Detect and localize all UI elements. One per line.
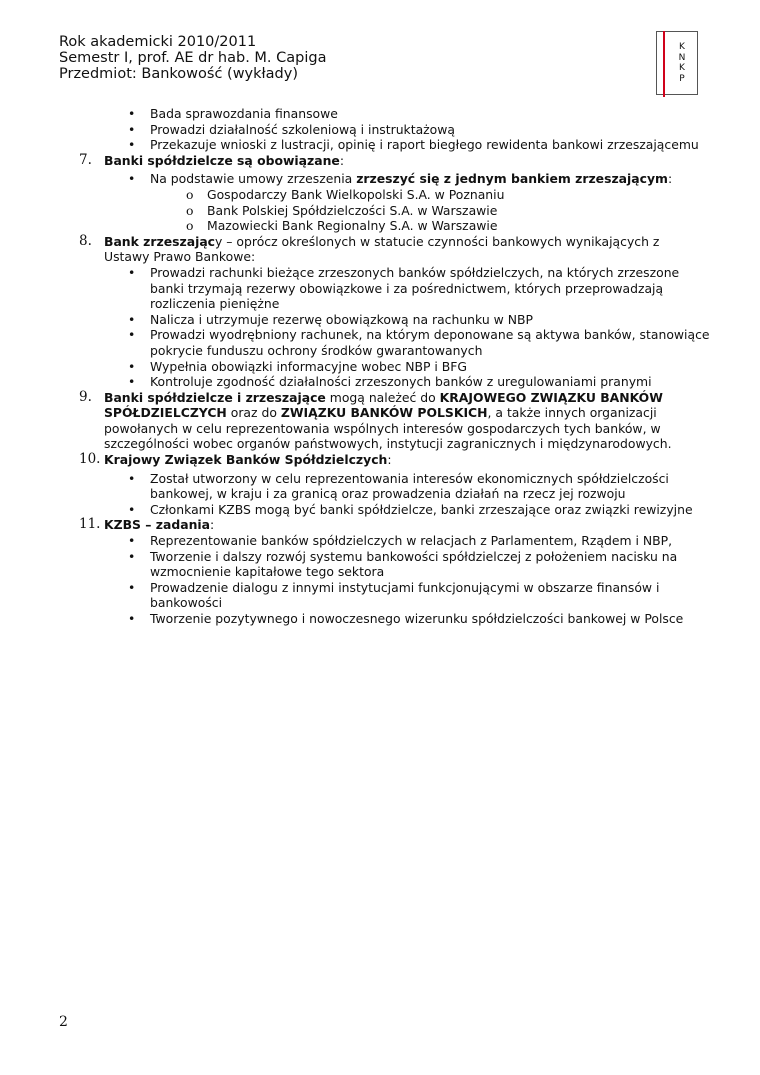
section-title: Banki spółdzielcze są obowiązane xyxy=(104,152,340,168)
list-item xyxy=(0,580,760,611)
bullet-icon: • xyxy=(128,264,136,280)
list-item xyxy=(0,374,760,390)
bullet-icon: • xyxy=(128,579,136,595)
list-item-text: Został utworzony w celu reprezentowania interesów ekonomicznych spółdzielczości bankowej, w kraju i za granicą oraz prowadzenia działań na rzecz jej rozwoju xyxy=(150,470,669,502)
section-11 xyxy=(0,517,760,533)
section-title: KZBS – zadania xyxy=(104,517,211,533)
list-item xyxy=(0,471,760,502)
section-title-suffix: : xyxy=(387,452,392,468)
knkp-logo xyxy=(656,31,698,95)
sub-list-item xyxy=(0,203,760,219)
logo-letter: N xyxy=(678,52,686,63)
list-item xyxy=(0,265,760,312)
list-item-text: Nalicza i utrzymuje rezerwę obowiązkową na rachunku w NBP xyxy=(150,311,533,327)
section-number: 10. xyxy=(79,451,101,468)
list-item xyxy=(0,327,760,358)
section-8 xyxy=(0,234,760,265)
sub-list-item-text: Gospodarczy Bank Wielkopolski S.A. w Poznaniu xyxy=(207,186,505,202)
list-item-text: Bada sprawozdania finansowe xyxy=(150,106,338,121)
header-semester: Semestr I, prof. AE dr hab. M. Capiga xyxy=(59,50,327,66)
list-item-text: Członkami KZBS mogą być banki spółdzielcze, banki zrzeszające oraz związki rewizyjne xyxy=(150,501,693,517)
document-body xyxy=(0,106,760,627)
section-title: Banki spółdzielcze i zrzeszające xyxy=(104,389,326,405)
list-item xyxy=(0,549,760,580)
list-item-text: Wypełnia obowiązki informacyjne wobec NBP i BFG xyxy=(150,358,467,374)
list-item-text: Prowadzenie dialogu z innymi instytucjami funkcjonującymi w obszarze finansów i bankowości xyxy=(150,579,660,611)
bullet-icon: • xyxy=(128,358,136,374)
sub-list-item-text: Bank Polskiej Spółdzielczości S.A. w Warszawie xyxy=(207,202,498,218)
list-item-text: Na podstawie umowy zrzeszenia xyxy=(150,171,357,187)
section-number: 7. xyxy=(79,151,92,168)
bullet-icon: • xyxy=(128,311,136,327)
list-item-text: Tworzenie pozytywnego i nowoczesnego wizerunku spółdzielczości bankowej w Polsce xyxy=(150,611,684,626)
list-item xyxy=(0,533,760,549)
bullet-icon: • xyxy=(128,374,136,390)
section-text: , a także innych organizacji powołanych w celu reprezentowania wspólnych interesów gospodarczych tych banków, w szczególności wobec organów państwowych, instytucji zagranicznych i międzynarodowych. xyxy=(104,405,672,452)
section-title: Bank zrzeszając xyxy=(104,233,216,249)
list-item-text: Reprezentowanie banków spółdzielczych w relacjach z Parlamentem, Rządem i NBP, xyxy=(150,533,673,549)
bullet-icon: • xyxy=(128,548,136,564)
list-item-suffix: : xyxy=(667,171,673,187)
list-item xyxy=(0,502,760,518)
sub-bullet-icon: o xyxy=(186,202,194,218)
bullet-icon: • xyxy=(128,470,136,486)
list-item xyxy=(0,359,760,375)
sub-list-item-text: Mazowiecki Bank Regionalny S.A. w Warszawie xyxy=(207,218,498,234)
list-item-text: Prowadzi wyodrębniony rachunek, na którym deponowane są aktywa banków, stanowiące pokrycie funduszu ochrony środków gwarantowanych xyxy=(150,327,710,358)
sub-list-item xyxy=(0,187,760,203)
list-item-text: Kontroluje zgodność działalności zrzeszonych banków z uregulowaniami pranymi xyxy=(150,374,652,390)
list-item xyxy=(0,312,760,328)
list-item-text: Prowadzi działalność szkoleniową i instruktażową xyxy=(150,121,455,137)
section-title-suffix: : xyxy=(339,152,345,168)
bullet-icon: • xyxy=(128,501,136,517)
bullet-icon: • xyxy=(128,533,136,549)
list-item xyxy=(0,137,760,153)
section-bold: KRAJOWEGO ZWIĄZKU BANKÓW SPÓŁDZIELCZYCH xyxy=(104,389,663,421)
sub-list-item xyxy=(0,218,760,234)
section-7 xyxy=(0,153,760,169)
page-header xyxy=(59,34,327,82)
page-number: 2 xyxy=(59,1014,68,1030)
bullet-icon: • xyxy=(128,121,136,137)
logo-red-bar xyxy=(663,31,665,97)
header-academic-year: Rok akademicki 2010/2011 xyxy=(59,34,257,50)
list-item xyxy=(0,122,760,138)
section-number: 9. xyxy=(79,388,92,405)
sub-bullet-icon: o xyxy=(186,218,194,234)
bullet-icon: • xyxy=(128,106,136,121)
section-title-suffix: : xyxy=(210,517,215,533)
logo-letter: K xyxy=(679,63,685,73)
logo-letter: K xyxy=(679,42,685,52)
bullet-icon: • xyxy=(128,137,136,153)
list-item-bold: zrzeszyć się z jednym bankiem zrzeszającym xyxy=(356,171,668,187)
section-bold: ZWIĄZKU BANKÓW POLSKICH xyxy=(280,405,488,421)
logo-letters xyxy=(677,42,687,84)
bullet-icon: • xyxy=(128,171,136,187)
list-item-text: Przekazuje wnioski z lustracji, opinię i raport biegłego rewidenta bankowi zrzeszającemu xyxy=(150,137,699,153)
section-9 xyxy=(0,390,760,452)
bullet-icon: • xyxy=(128,611,136,626)
list-item xyxy=(0,171,760,187)
list-item xyxy=(0,106,760,122)
list-item-text: Tworzenie i dalszy rozwój systemu bankowości spółdzielczej z położeniem nacisku na wzmocnienie kapitałowe tego sektora xyxy=(150,548,678,580)
header-subject: Przedmiot: Bankowość (wykłady) xyxy=(59,66,298,82)
sub-bullet-icon: o xyxy=(186,186,194,202)
list-item-text: Prowadzi rachunki bieżące zrzeszonych banków spółdzielczych, na których zrzeszone banki trzymają rezerwy obowiązkowe i za pośrednictwem, których przeprowadzają rozliczenia pieniężne xyxy=(150,264,680,312)
list-item xyxy=(0,611,760,627)
bullet-icon: • xyxy=(128,327,136,343)
section-title: Krajowy Związek Banków Spółdzielczych xyxy=(104,452,388,468)
section-text: y – oprócz określonych w statucie czynności bankowych wynikających z Ustawy Prawo Bankowe: xyxy=(104,233,660,265)
section-number: 11. xyxy=(79,516,101,533)
section-text: mogą należeć do xyxy=(325,389,440,405)
section-text: oraz do xyxy=(226,405,281,421)
logo-letter: P xyxy=(679,73,685,84)
section-10 xyxy=(0,452,760,468)
section-number: 8. xyxy=(79,232,92,249)
